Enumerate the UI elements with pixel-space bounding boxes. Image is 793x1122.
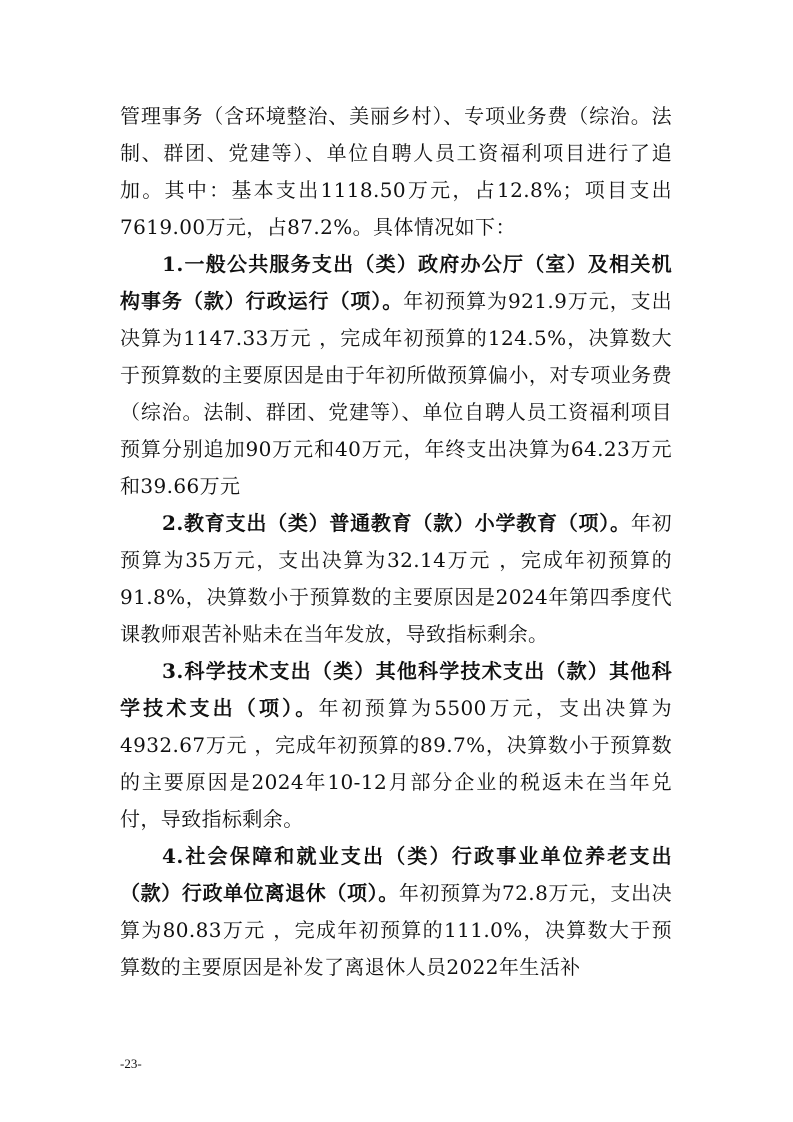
paragraph-text: 年初预算为5500万元，支出决算为4932.67万元 ，完成年初预算的89.7%，决算数小于预算数的主要原因是2024年10-12月部分企业的税返未在当年兑付，导致指标剩余。 [120, 696, 672, 831]
paragraph-text: 管理事务（含环境整治、美丽乡村）、专项业务费（综治。法制、群团、党建等）、单位自聘人员工资福利项目进行了追加。其中：基本支出1118.50万元，占12.8%；项目支出7619.00万元，占87.2%。具体情况如下： [120, 104, 672, 239]
paragraph-science-technology [120, 653, 672, 838]
page-number: -23- [120, 1056, 142, 1071]
paragraph-heading: 3.科学技术支出（类）其他科学技术支出（款）其他科学技术支出（项）。 [120, 659, 672, 720]
paragraph-social-security [120, 838, 672, 986]
paragraph-text: 年初预算为35万元，支出决算为32.14万元 ，完成年初预算的91.8%，决算数小于预算数的主要原因是2024年第四季度代课教师艰苦补贴未在当年发放，导致指标剩余。 [120, 511, 672, 646]
paragraph-heading: 1.一般公共服务支出（类）政府办公厅（室）及相关机构事务（款）行政运行（项）。 [120, 252, 672, 313]
paragraph-heading: 4.社会保障和就业支出（类）行政事业单位养老支出（款）行政单位离退休（项）。 [120, 844, 672, 905]
paragraph-heading: 2.教育支出（类）普通教育（款）小学教育（项）。 [162, 511, 631, 535]
paragraph-general-public-services [120, 246, 672, 505]
paragraph-text: 年初预算为72.8万元，支出决算为80.83万元 ，完成年初预算的111.0%，决算数大于预算数的主要原因是补发了离退休人员2022年生活补 [120, 881, 672, 979]
document-body [120, 98, 672, 986]
paragraph-text: 年初预算为921.9万元，支出决算为1147.33万元 ，完成年初预算的124.5%，决算数大于预算数的主要原因是由于年初所做预算偏小，对专项业务费（综治。法制、群团、党建等）、单位自聘人员工资福利项目预算分别追加90万元和40万元，年终支出决算为64.23万元和39.66万元 [120, 289, 672, 498]
paragraph-continuation [120, 98, 672, 246]
paragraph-education [120, 505, 672, 653]
